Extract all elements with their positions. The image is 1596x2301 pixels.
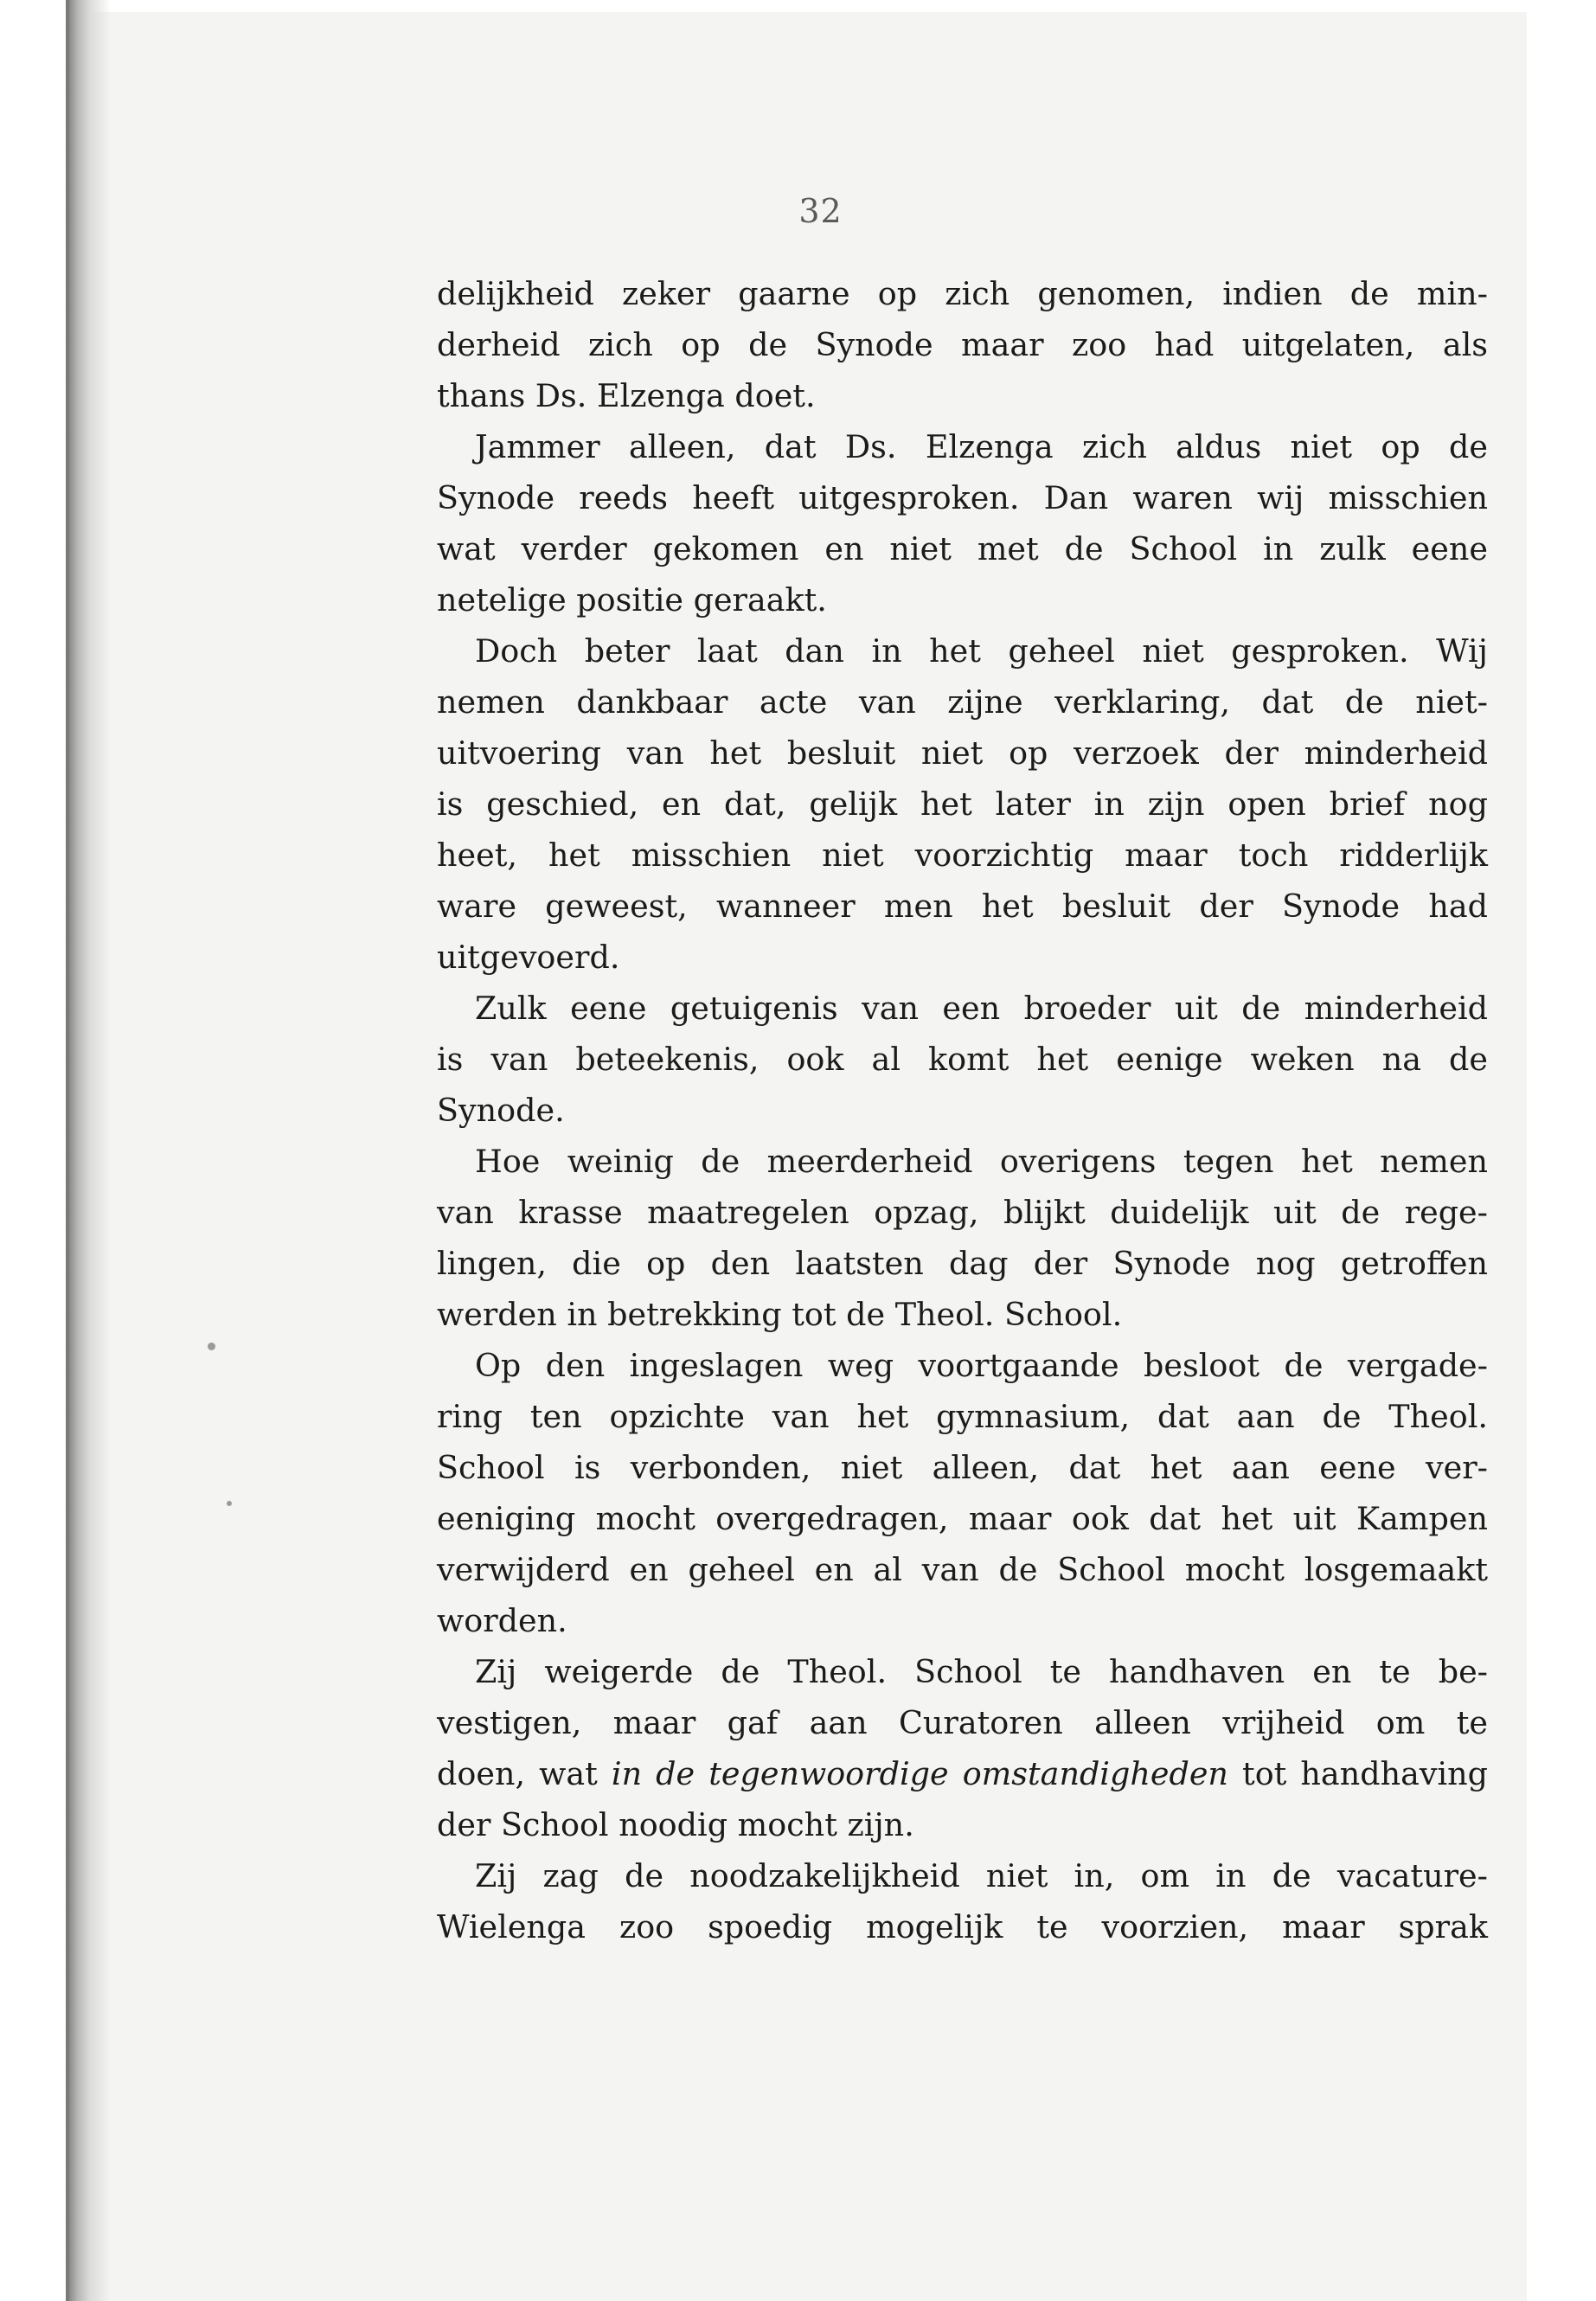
text-line: worden. (437, 1602, 567, 1639)
text-line: verwijderd en geheel en al van de School mocht losgemaakt (437, 1551, 1488, 1588)
text-run: doen, wat (437, 1755, 598, 1792)
binding-shadow (69, 0, 111, 2301)
text-line: Synode reeds heeft uitgesproken. Dan waren wij misschien (437, 479, 1488, 516)
text-line: ware geweest, wanneer men het besluit der Synode had (437, 888, 1488, 925)
text-line: wat verder gekomen en niet met de School in zulk eene (437, 530, 1488, 567)
text-line: Hoe weinig de meerderheid overigens tegen het nemen (475, 1143, 1488, 1180)
page-number-text: 32 (798, 192, 843, 230)
text-line-mixed (437, 1748, 1488, 1799)
page-number (0, 192, 1596, 230)
text-line: Zij zag de noodzakelijkheid niet in, om in de vacature- (475, 1857, 1488, 1894)
text-line: van krasse maatregelen opzag, blijkt duidelijk uit de rege- (437, 1194, 1488, 1231)
italic-phrase: in de tegenwoordige omstandigheden (611, 1755, 1228, 1792)
text-line: Zij weigerde de Theol. School te handhaven en te be- (475, 1653, 1488, 1690)
text-line: vestigen, maar gaf aan Curatoren alleen vrijheid om te (437, 1704, 1488, 1741)
text-line: ring ten opzichte van het gymnasium, dat aan de Theol. (437, 1398, 1488, 1435)
text-line: delijkheid zeker gaarne op zich genomen, indien de min- (437, 275, 1488, 312)
text-line: is geschied, en dat, gelijk het later in zijn open brief nog (437, 785, 1488, 823)
text-line: Jammer alleen, dat Ds. Elzenga zich aldus niet op de (475, 428, 1488, 465)
text-line: Wielenga zoo spoedig mogelijk te voorzien, maar sprak (437, 1908, 1488, 1945)
text-line: der School noodig mocht zijn. (437, 1806, 914, 1843)
text-line: lingen, die op den laatsten dag der Synode nog getroffen (437, 1245, 1488, 1282)
text-line: School is verbonden, niet alleen, dat het aan eene ver- (437, 1449, 1488, 1486)
text-line: uitvoering van het besluit niet op verzoek der minderheid (437, 734, 1488, 772)
text-line: Synode. (437, 1092, 565, 1129)
text-line: werden in betrekking tot de Theol. School. (437, 1296, 1123, 1333)
text-line: is van beteekenis, ook al komt het eenige weken na de (437, 1041, 1488, 1078)
text-line: derheid zich op de Synode maar zoo had uitgelaten, als (437, 326, 1488, 363)
text-line: nemen dankbaar acte van zijne verklaring, dat de niet- (437, 683, 1488, 721)
speck-mark (208, 1343, 215, 1350)
text-line: eeniging mocht overgedragen, maar ook dat het uit Kampen (437, 1500, 1488, 1537)
text-line: Doch beter laat dan in het geheel niet gesproken. Wij (475, 632, 1488, 670)
text-line: thans Ds. Elzenga doet. (437, 377, 816, 414)
text-line: uitgevoerd. (437, 939, 620, 976)
text-run: tot handhaving (1242, 1755, 1489, 1792)
text-line: Zulk eene getuigenis van een broeder uit de minderheid (475, 990, 1488, 1027)
text-line: Op den ingeslagen weg voortgaande besloot de vergade- (475, 1347, 1488, 1384)
body-text (437, 268, 1488, 1952)
speck-mark (227, 1501, 232, 1506)
text-line: heet, het misschien niet voorzichtig maar toch ridderlijk (437, 836, 1488, 874)
text-line: netelige positie geraakt. (437, 581, 827, 619)
